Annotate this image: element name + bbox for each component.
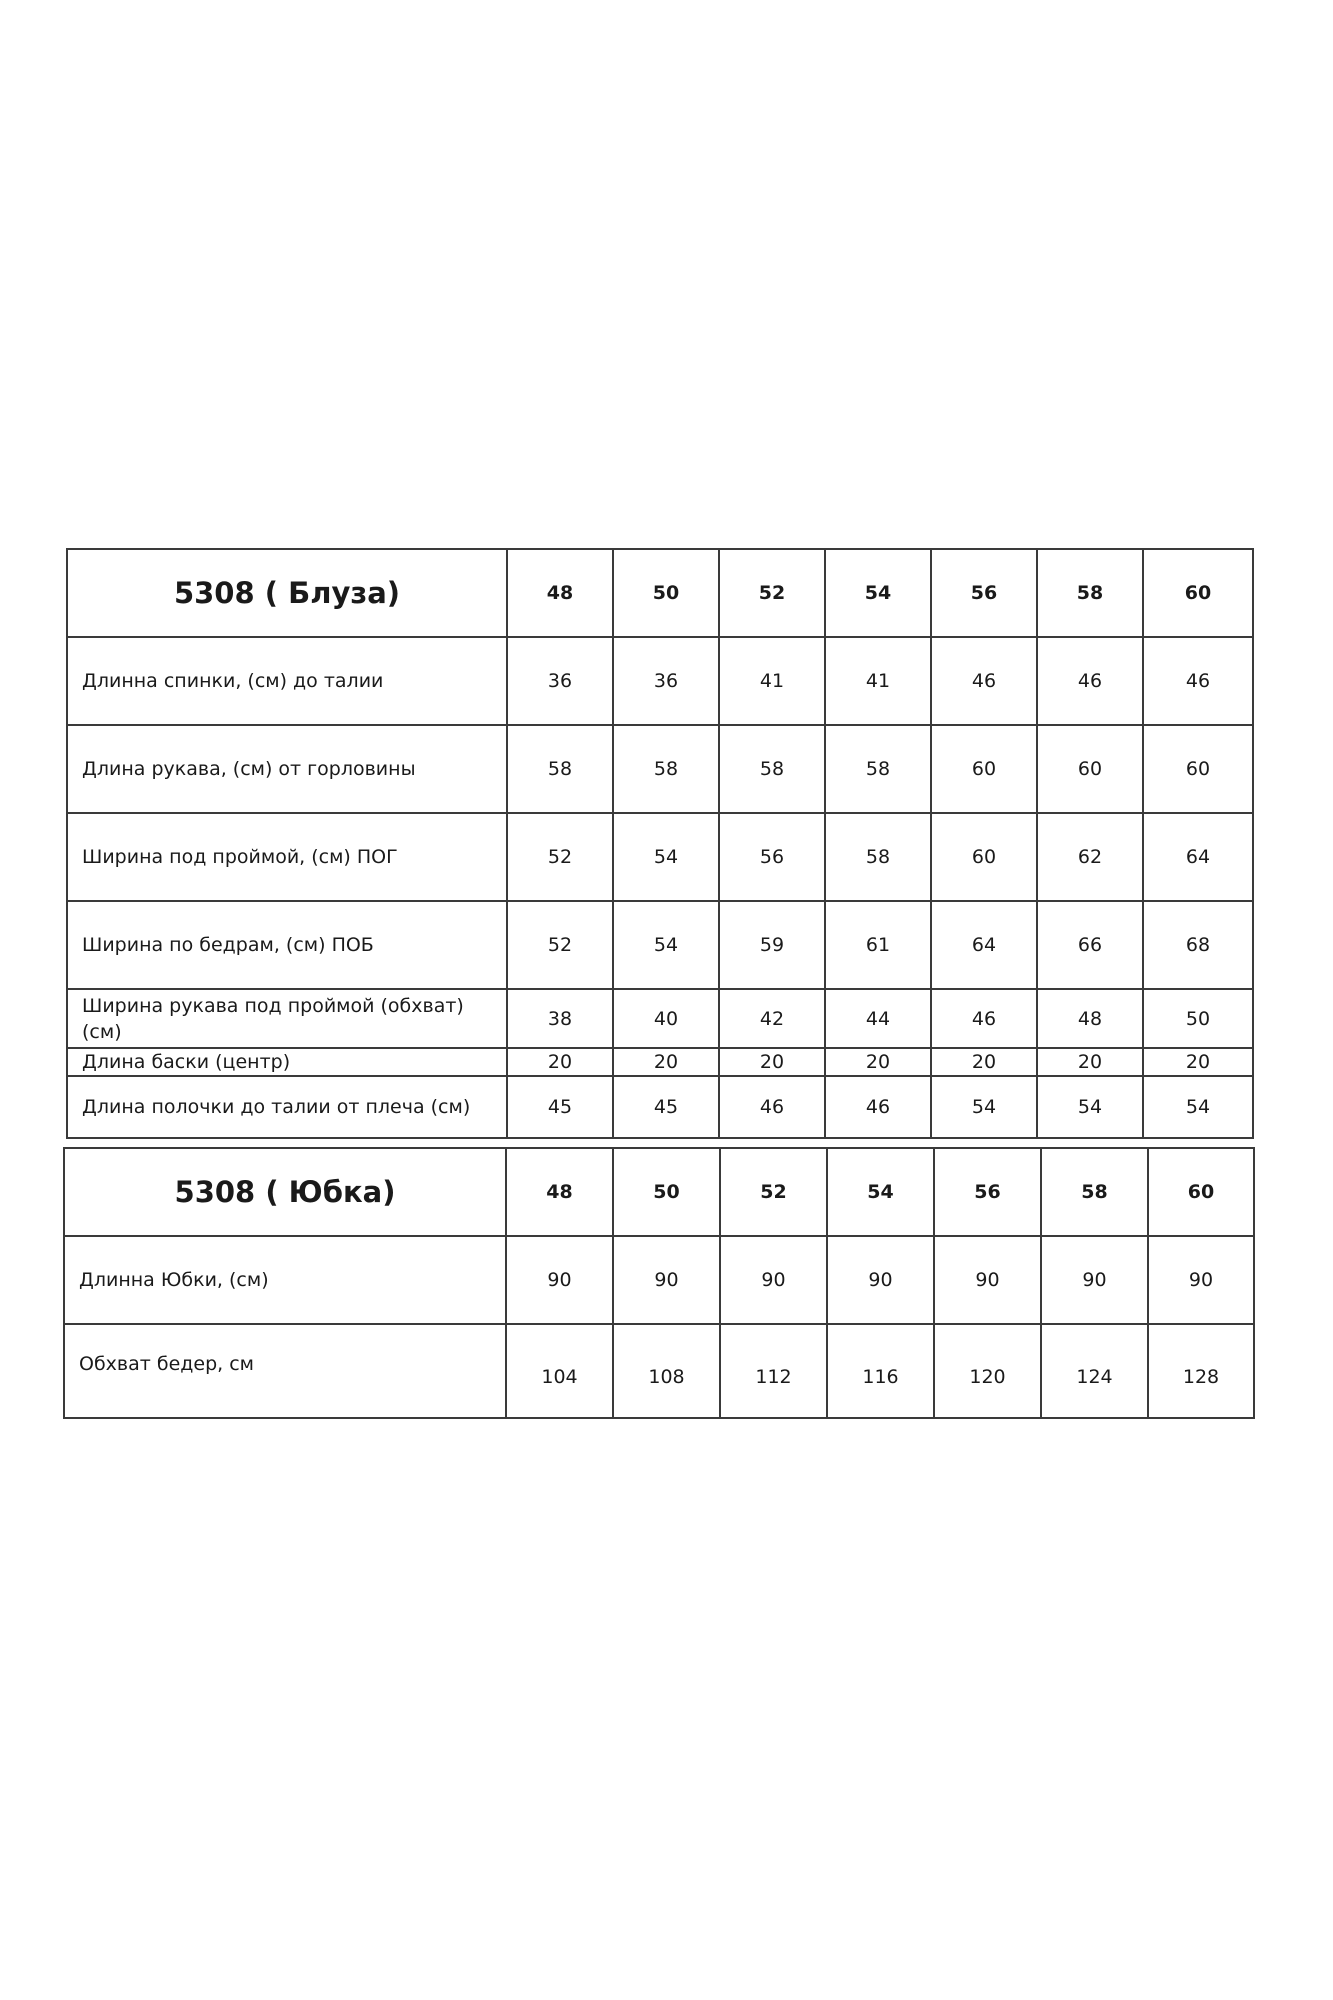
- cell-value: 104: [506, 1324, 613, 1418]
- cell-value: 58: [825, 813, 931, 901]
- cell-value: 60: [931, 813, 1037, 901]
- size-header: 52: [719, 549, 825, 637]
- cell-value: 90: [506, 1236, 613, 1324]
- table-row: [64, 1324, 1254, 1418]
- cell-value: 56: [719, 813, 825, 901]
- cell-value: 46: [1143, 637, 1253, 725]
- cell-value: 60: [931, 725, 1037, 813]
- skirt-title: 5308 ( Юбка): [64, 1148, 506, 1236]
- cell-value: 64: [1143, 813, 1253, 901]
- size-header: 60: [1143, 549, 1253, 637]
- cell-value: 46: [825, 1076, 931, 1138]
- size-header: 56: [934, 1148, 1041, 1236]
- table-row: [67, 1076, 1253, 1138]
- cell-value: 42: [719, 989, 825, 1048]
- cell-value: 60: [1143, 725, 1253, 813]
- size-header: 50: [613, 1148, 720, 1236]
- size-header: 58: [1037, 549, 1143, 637]
- cell-value: 90: [1041, 1236, 1148, 1324]
- row-label: Ширина рукава под проймой (обхват) (см): [67, 989, 507, 1048]
- cell-value: 124: [1041, 1324, 1148, 1418]
- row-label: Ширина под проймой, (см) ПОГ: [67, 813, 507, 901]
- cell-value: 38: [507, 989, 613, 1048]
- cell-value: 54: [1143, 1076, 1253, 1138]
- cell-value: 90: [827, 1236, 934, 1324]
- cell-value: 58: [613, 725, 719, 813]
- table-row: [64, 1236, 1254, 1324]
- cell-value: 128: [1148, 1324, 1254, 1418]
- table-row: [67, 901, 1253, 989]
- cell-value: 58: [825, 725, 931, 813]
- cell-value: 41: [719, 637, 825, 725]
- row-label: Длина баски (центр): [67, 1048, 507, 1076]
- cell-value: 20: [1143, 1048, 1253, 1076]
- cell-value: 54: [1037, 1076, 1143, 1138]
- row-label: Длинна Юбки, (см): [64, 1236, 506, 1324]
- cell-value: 62: [1037, 813, 1143, 901]
- cell-value: 90: [720, 1236, 827, 1324]
- cell-value: 50: [1143, 989, 1253, 1048]
- cell-value: 112: [720, 1324, 827, 1418]
- cell-value: 20: [613, 1048, 719, 1076]
- cell-value: 90: [934, 1236, 1041, 1324]
- cell-value: 108: [613, 1324, 720, 1418]
- blouse-title: 5308 ( Блуза): [67, 549, 507, 637]
- cell-value: 54: [613, 901, 719, 989]
- table-row: [67, 989, 1253, 1048]
- cell-value: 90: [1148, 1236, 1254, 1324]
- cell-value: 54: [931, 1076, 1037, 1138]
- cell-value: 40: [613, 989, 719, 1048]
- table-row: [67, 637, 1253, 725]
- size-header: 54: [827, 1148, 934, 1236]
- cell-value: 45: [613, 1076, 719, 1138]
- cell-value: 60: [1037, 725, 1143, 813]
- cell-value: 41: [825, 637, 931, 725]
- cell-value: 20: [507, 1048, 613, 1076]
- table-row: [67, 813, 1253, 901]
- cell-value: 46: [719, 1076, 825, 1138]
- cell-value: 45: [507, 1076, 613, 1138]
- cell-value: 48: [1037, 989, 1143, 1048]
- cell-value: 20: [931, 1048, 1037, 1076]
- cell-value: 36: [613, 637, 719, 725]
- cell-value: 44: [825, 989, 931, 1048]
- cell-value: 46: [931, 989, 1037, 1048]
- cell-value: 68: [1143, 901, 1253, 989]
- size-header: 60: [1148, 1148, 1254, 1236]
- size-header: 56: [931, 549, 1037, 637]
- cell-value: 59: [719, 901, 825, 989]
- cell-value: 46: [931, 637, 1037, 725]
- table-row: [67, 1048, 1253, 1076]
- cell-value: 20: [1037, 1048, 1143, 1076]
- row-label: Длинна спинки, (см) до талии: [67, 637, 507, 725]
- cell-value: 46: [1037, 637, 1143, 725]
- cell-value: 52: [507, 901, 613, 989]
- table-header-row: [67, 549, 1253, 637]
- cell-value: 120: [934, 1324, 1041, 1418]
- cell-value: 36: [507, 637, 613, 725]
- cell-value: 52: [507, 813, 613, 901]
- size-header: 58: [1041, 1148, 1148, 1236]
- size-header: 52: [720, 1148, 827, 1236]
- row-label: Длина рукава, (см) от горловины: [67, 725, 507, 813]
- size-header: 48: [506, 1148, 613, 1236]
- cell-value: 20: [719, 1048, 825, 1076]
- row-label: Обхват бедер, см: [64, 1324, 506, 1418]
- row-label: Ширина по бедрам, (см) ПОБ: [67, 901, 507, 989]
- size-header: 48: [507, 549, 613, 637]
- cell-value: 64: [931, 901, 1037, 989]
- cell-value: 90: [613, 1236, 720, 1324]
- cell-value: 54: [613, 813, 719, 901]
- size-header: 54: [825, 549, 931, 637]
- blouse-size-table: [66, 548, 1254, 1139]
- table-row: [67, 725, 1253, 813]
- size-header: 50: [613, 549, 719, 637]
- cell-value: 116: [827, 1324, 934, 1418]
- cell-value: 58: [507, 725, 613, 813]
- cell-value: 58: [719, 725, 825, 813]
- table-header-row: [64, 1148, 1254, 1236]
- cell-value: 20: [825, 1048, 931, 1076]
- cell-value: 61: [825, 901, 931, 989]
- row-label: Длина полочки до талии от плеча (см): [67, 1076, 507, 1138]
- skirt-size-table: [63, 1147, 1255, 1419]
- cell-value: 66: [1037, 901, 1143, 989]
